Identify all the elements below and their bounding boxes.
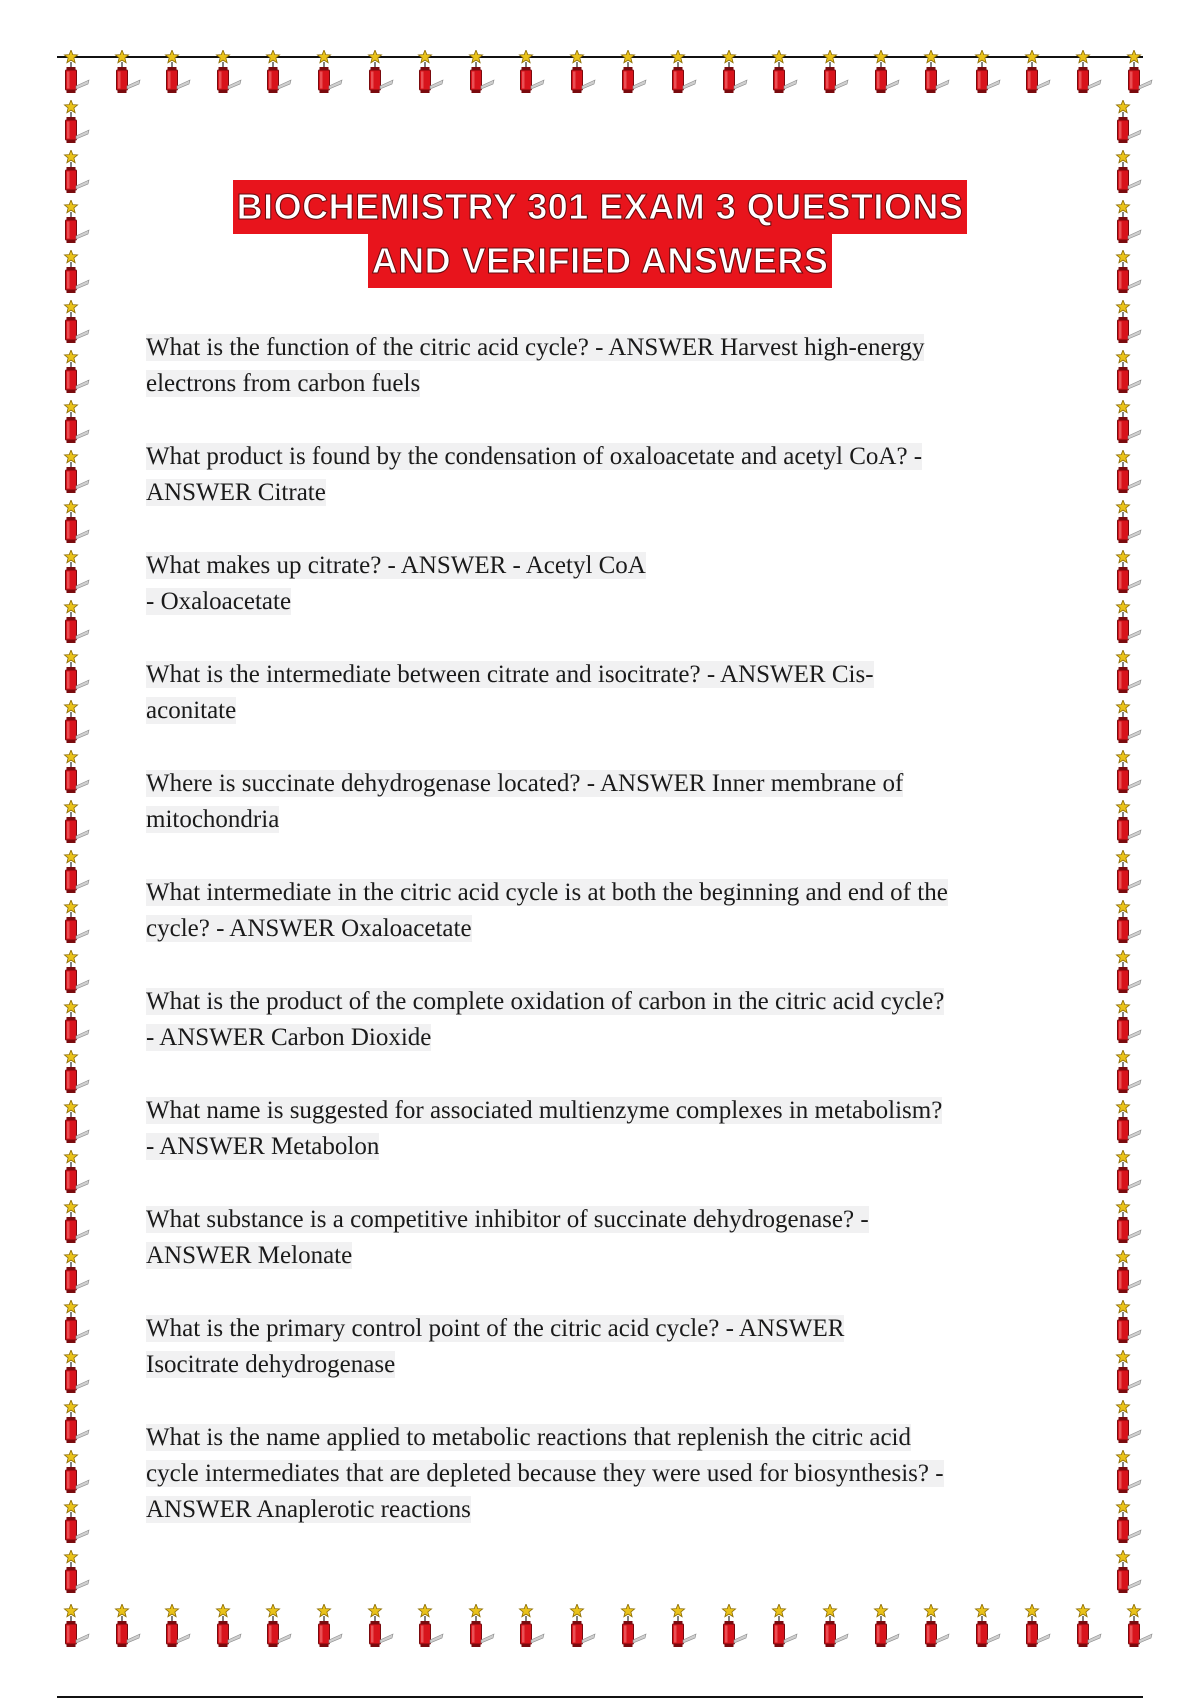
firecracker-icon <box>1114 550 1144 598</box>
firecracker-icon <box>62 100 92 148</box>
firecracker-icon <box>214 1604 244 1652</box>
firecracker-icon <box>1125 1604 1155 1652</box>
firecracker-icon <box>62 1250 92 1298</box>
firecracker-icon <box>1114 850 1144 898</box>
firecracker-icon <box>1114 800 1144 848</box>
firecracker-icon <box>62 1604 92 1652</box>
firecracker-icon <box>1114 1250 1144 1298</box>
firecracker-icon <box>264 50 294 98</box>
qa-item: Where is succinate dehydrogenase located? - ANSWER Inner membrane of mitochondria <box>146 770 904 833</box>
firecracker-icon <box>1114 1300 1144 1348</box>
firecracker-icon <box>1074 1604 1104 1652</box>
firecracker-icon <box>720 50 750 98</box>
firecracker-icon <box>62 750 92 798</box>
firecracker-icon <box>416 50 446 98</box>
firecracker-icon <box>416 1604 446 1652</box>
firecracker-icon <box>973 50 1003 98</box>
firecracker-icon <box>669 50 699 98</box>
firecracker-icon <box>62 1400 92 1448</box>
qa-item: What is the product of the complete oxidation of carbon in the citric acid cycle? - ANSWER Carbon Dioxide <box>146 988 945 1051</box>
firecracker-icon <box>1114 1550 1144 1598</box>
qa-item: What is the intermediate between citrate and isocitrate? - ANSWER Cis- aconitate <box>146 661 874 724</box>
firecracker-icon <box>62 450 92 498</box>
firecracker-icon <box>62 800 92 848</box>
firecracker-icon <box>163 1604 193 1652</box>
firecracker-icon <box>1125 50 1155 98</box>
firecracker-icon <box>62 500 92 548</box>
firecracker-icon <box>770 50 800 98</box>
firecracker-icon <box>62 1200 92 1248</box>
qa-item: What is the function of the citric acid cycle? - ANSWER Harvest high-energy electrons from carbon fuels <box>146 334 925 397</box>
firecracker-icon <box>1023 50 1053 98</box>
firecracker-icon <box>113 50 143 98</box>
firecracker-icon <box>517 1604 547 1652</box>
firecracker-icon <box>62 550 92 598</box>
firecracker-icon <box>163 50 193 98</box>
firecracker-icon <box>62 200 92 248</box>
firecracker-icon <box>1114 1450 1144 1498</box>
firecracker-icon <box>1114 1050 1144 1098</box>
firecracker-icon <box>62 950 92 998</box>
firecracker-icon <box>1114 150 1144 198</box>
firecracker-icon <box>1114 650 1144 698</box>
firecracker-icon <box>62 1300 92 1348</box>
firecracker-icon <box>1114 300 1144 348</box>
firecracker-icon <box>1114 1350 1144 1398</box>
firecracker-icon <box>872 50 902 98</box>
firecracker-icon <box>1114 700 1144 748</box>
firecracker-icon <box>619 1604 649 1652</box>
firecracker-icon <box>62 400 92 448</box>
qa-item: What is the name applied to metabolic reactions that replenish the citric acid cycle intermediates that are depleted because they were used for biosynthesis? - ANSWER Anaplerotic reactions <box>146 1424 944 1523</box>
firecracker-icon <box>62 1150 92 1198</box>
firecracker-icon <box>1114 400 1144 448</box>
firecracker-icon <box>568 1604 598 1652</box>
firecracker-icon <box>62 1050 92 1098</box>
firecracker-icon <box>467 1604 497 1652</box>
qa-list <box>146 330 1066 1565</box>
firecracker-icon <box>62 50 92 98</box>
firecracker-icon <box>62 1500 92 1548</box>
firecracker-icon <box>62 150 92 198</box>
firecracker-icon <box>315 1604 345 1652</box>
firecracker-icon <box>62 350 92 398</box>
page-title <box>110 180 1090 288</box>
firecracker-icon <box>973 1604 1003 1652</box>
qa-item: What substance is a competitive inhibitor of succinate dehydrogenase? - ANSWER Melonate <box>146 1206 869 1269</box>
firecracker-icon <box>62 850 92 898</box>
firecracker-icon <box>62 300 92 348</box>
firecracker-icon <box>1114 750 1144 798</box>
firecracker-icon <box>62 1450 92 1498</box>
firecracker-icon <box>62 1000 92 1048</box>
firecracker-icon <box>1114 450 1144 498</box>
firecracker-icon <box>1114 350 1144 398</box>
qa-item: What makes up citrate? - ANSWER - Acetyl CoA - Oxaloacetate <box>146 552 646 615</box>
firecracker-icon <box>619 50 649 98</box>
firecracker-icon <box>821 50 851 98</box>
firecracker-icon <box>1114 600 1144 648</box>
firecracker-icon <box>872 1604 902 1652</box>
firecracker-icon <box>62 650 92 698</box>
firecracker-icon <box>62 900 92 948</box>
firecracker-icon <box>264 1604 294 1652</box>
title-line-2: AND VERIFIED ANSWERS <box>368 234 833 288</box>
firecracker-icon <box>315 50 345 98</box>
firecracker-icon <box>1074 50 1104 98</box>
firecracker-icon <box>1114 950 1144 998</box>
firecracker-icon <box>1114 250 1144 298</box>
firecracker-icon <box>62 600 92 648</box>
qa-item: What name is suggested for associated multienzyme complexes in metabolism? - ANSWER Metabolon <box>146 1097 943 1160</box>
firecracker-icon <box>1023 1604 1053 1652</box>
firecracker-icon <box>1114 1100 1144 1148</box>
qa-item: What intermediate in the citric acid cycle is at both the beginning and end of the cycle? - ANSWER Oxaloacetate <box>146 879 948 942</box>
firecracker-icon <box>62 1100 92 1148</box>
firecracker-icon <box>922 1604 952 1652</box>
firecracker-icon <box>720 1604 750 1652</box>
firecracker-icon <box>922 50 952 98</box>
firecracker-icon <box>366 50 396 98</box>
bottom-rule <box>57 1696 1143 1698</box>
firecracker-icon <box>1114 900 1144 948</box>
firecracker-icon <box>821 1604 851 1652</box>
firecracker-icon <box>1114 1500 1144 1548</box>
firecracker-icon <box>517 50 547 98</box>
firecracker-icon <box>568 50 598 98</box>
firecracker-icon <box>669 1604 699 1652</box>
qa-item: What product is found by the condensation of oxaloacetate and acetyl CoA? - ANSWER Citrate <box>146 443 923 506</box>
title-line-1: BIOCHEMISTRY 301 EXAM 3 QUESTIONS <box>233 180 968 234</box>
firecracker-icon <box>1114 1000 1144 1048</box>
firecracker-icon <box>62 250 92 298</box>
firecracker-icon <box>770 1604 800 1652</box>
firecracker-icon <box>467 50 497 98</box>
firecracker-icon <box>1114 1400 1144 1448</box>
firecracker-icon <box>62 700 92 748</box>
firecracker-icon <box>1114 500 1144 548</box>
firecracker-icon <box>1114 1150 1144 1198</box>
firecracker-icon <box>366 1604 396 1652</box>
firecracker-icon <box>1114 1200 1144 1248</box>
firecracker-icon <box>1114 100 1144 148</box>
firecracker-icon <box>62 1550 92 1598</box>
qa-item: What is the primary control point of the citric acid cycle? - ANSWER Isocitrate dehydrogenase <box>146 1315 845 1378</box>
firecracker-icon <box>214 50 244 98</box>
firecracker-icon <box>1114 200 1144 248</box>
firecracker-icon <box>62 1350 92 1398</box>
firecracker-icon <box>113 1604 143 1652</box>
